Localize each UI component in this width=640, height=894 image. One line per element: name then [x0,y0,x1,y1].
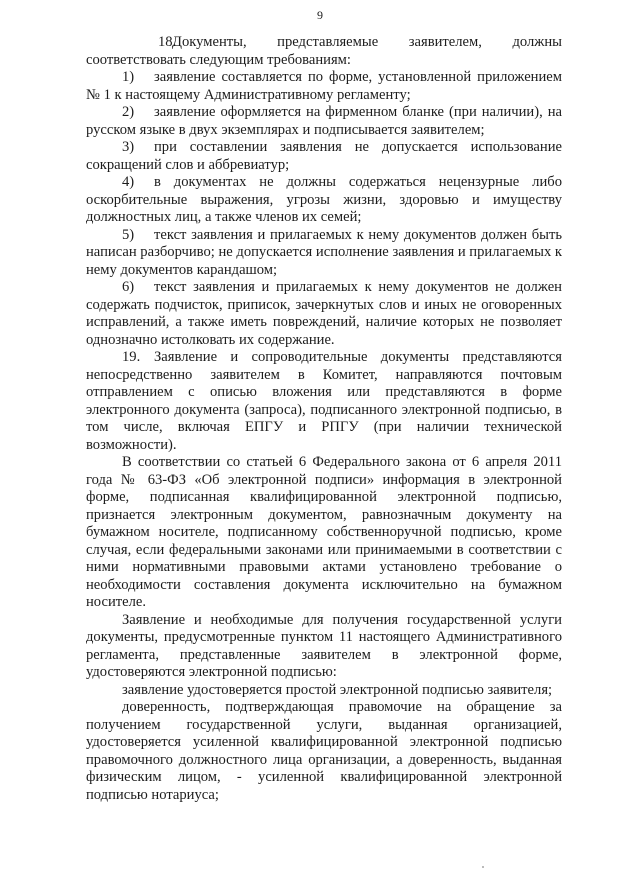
list-item-text: в документах не должны содержаться нецензурные либо оскорбительные выражения, угрозы жизни, здоровью и имуществу должностных лиц, а также членов их семей; [86,174,562,225]
paragraph-simple-signature: заявление удостоверяется простой электронной подписью заявителя; [122,681,553,698]
list-item-number: 4) [122,174,135,190]
paragraph-text: Документы, представляемые заявителем, должны соответствовать следующим требованиям: [86,34,562,68]
list-item-text: текст заявления и прилагаемых к нему документов не должен содержать подчисток, приписок, зачеркнутых слов и иных не оговоренных исправлений, а также иметь повреждений, наличие которых не позволяет однозначно истолковать их содержание. [86,279,562,348]
paragraph-law-63fz: В соответствии со статьей 6 Федерального закона от 6 апреля 2011 года № 63-ФЗ «Об электронной подписи» информация в электронной форме, подписанная квалифицированной электронной подписью, признается электронным документом, равнозначным документу на бумажном носителе, подписанному собственноручной подписью, кроме случая, если федеральными законами или принимаемыми в соответствии с ними нормативными правовыми актами установлено требование о необходимости составления документа исключительно на бумажном носителе. [86,454,562,610]
scan-speck [482,866,484,868]
list-item-number: 5) [122,226,135,243]
list-item-5 [86,227,562,280]
paragraph-number: 18. [158,34,177,50]
list-item-number: 3) [122,139,135,155]
list-item-number: 6) [122,279,135,295]
list-item-1 [86,69,562,104]
list-item-text: заявление оформляется на фирменном бланке (при наличии), на русском языке в двух экземплярах и подписывается заявителем; [86,104,562,138]
page-number: 9 [317,8,323,22]
list-item-4 [86,174,562,227]
list-item-2 [86,104,562,139]
paragraph-electronic-signature: Заявление и необходимые для получения государственной услуги документы, предусмотренные пунктом 11 настоящего Административного регламента, представленные заявителем в электронной форме, удостоверяются электронной подписью: [86,611,562,680]
paragraph-19 [86,349,562,454]
paragraph-18 [86,34,562,69]
list-item-text: при составлении заявления не допускается использование сокращений слов и аббревиатур; [86,139,562,173]
paragraph-power-of-attorney: доверенность, подтверждающая правомочие на обращение за получением государственной услуги, выданная организацией, удостоверяется усиленной квалифицированной электронной подписью правомочного должностного лица организации, а доверенность, выданная физическим лицом, - усиленной квалифицированной электронной подписью нотариуса; [86,699,562,803]
paragraph-number: 19. [122,349,141,365]
list-item-text: текст заявления и прилагаемых к нему документов должен быть написан разборчиво; не допускается исполнение заявления и прилагаемых к нему документов карандашом; [86,226,562,278]
list-item-3 [86,139,562,174]
list-item-number: 2) [122,104,135,120]
list-item-6 [86,279,562,349]
document-body [86,34,562,804]
paragraph-text: Заявление и сопроводительные документы представляются непосредственно заявителем в Комитет, направляются почтовым отправлением с описью вложения или представляются в форме электронного документа (запроса), подписанного электронной подписью, в том числе, включая ЕПГУ и РПГУ (при наличии технической возможности). [86,349,562,453]
list-item-number: 1) [122,69,135,85]
list-item-text: заявление составляется по форме, установленной приложением № 1 к настоящему Административному регламенту; [86,69,562,103]
